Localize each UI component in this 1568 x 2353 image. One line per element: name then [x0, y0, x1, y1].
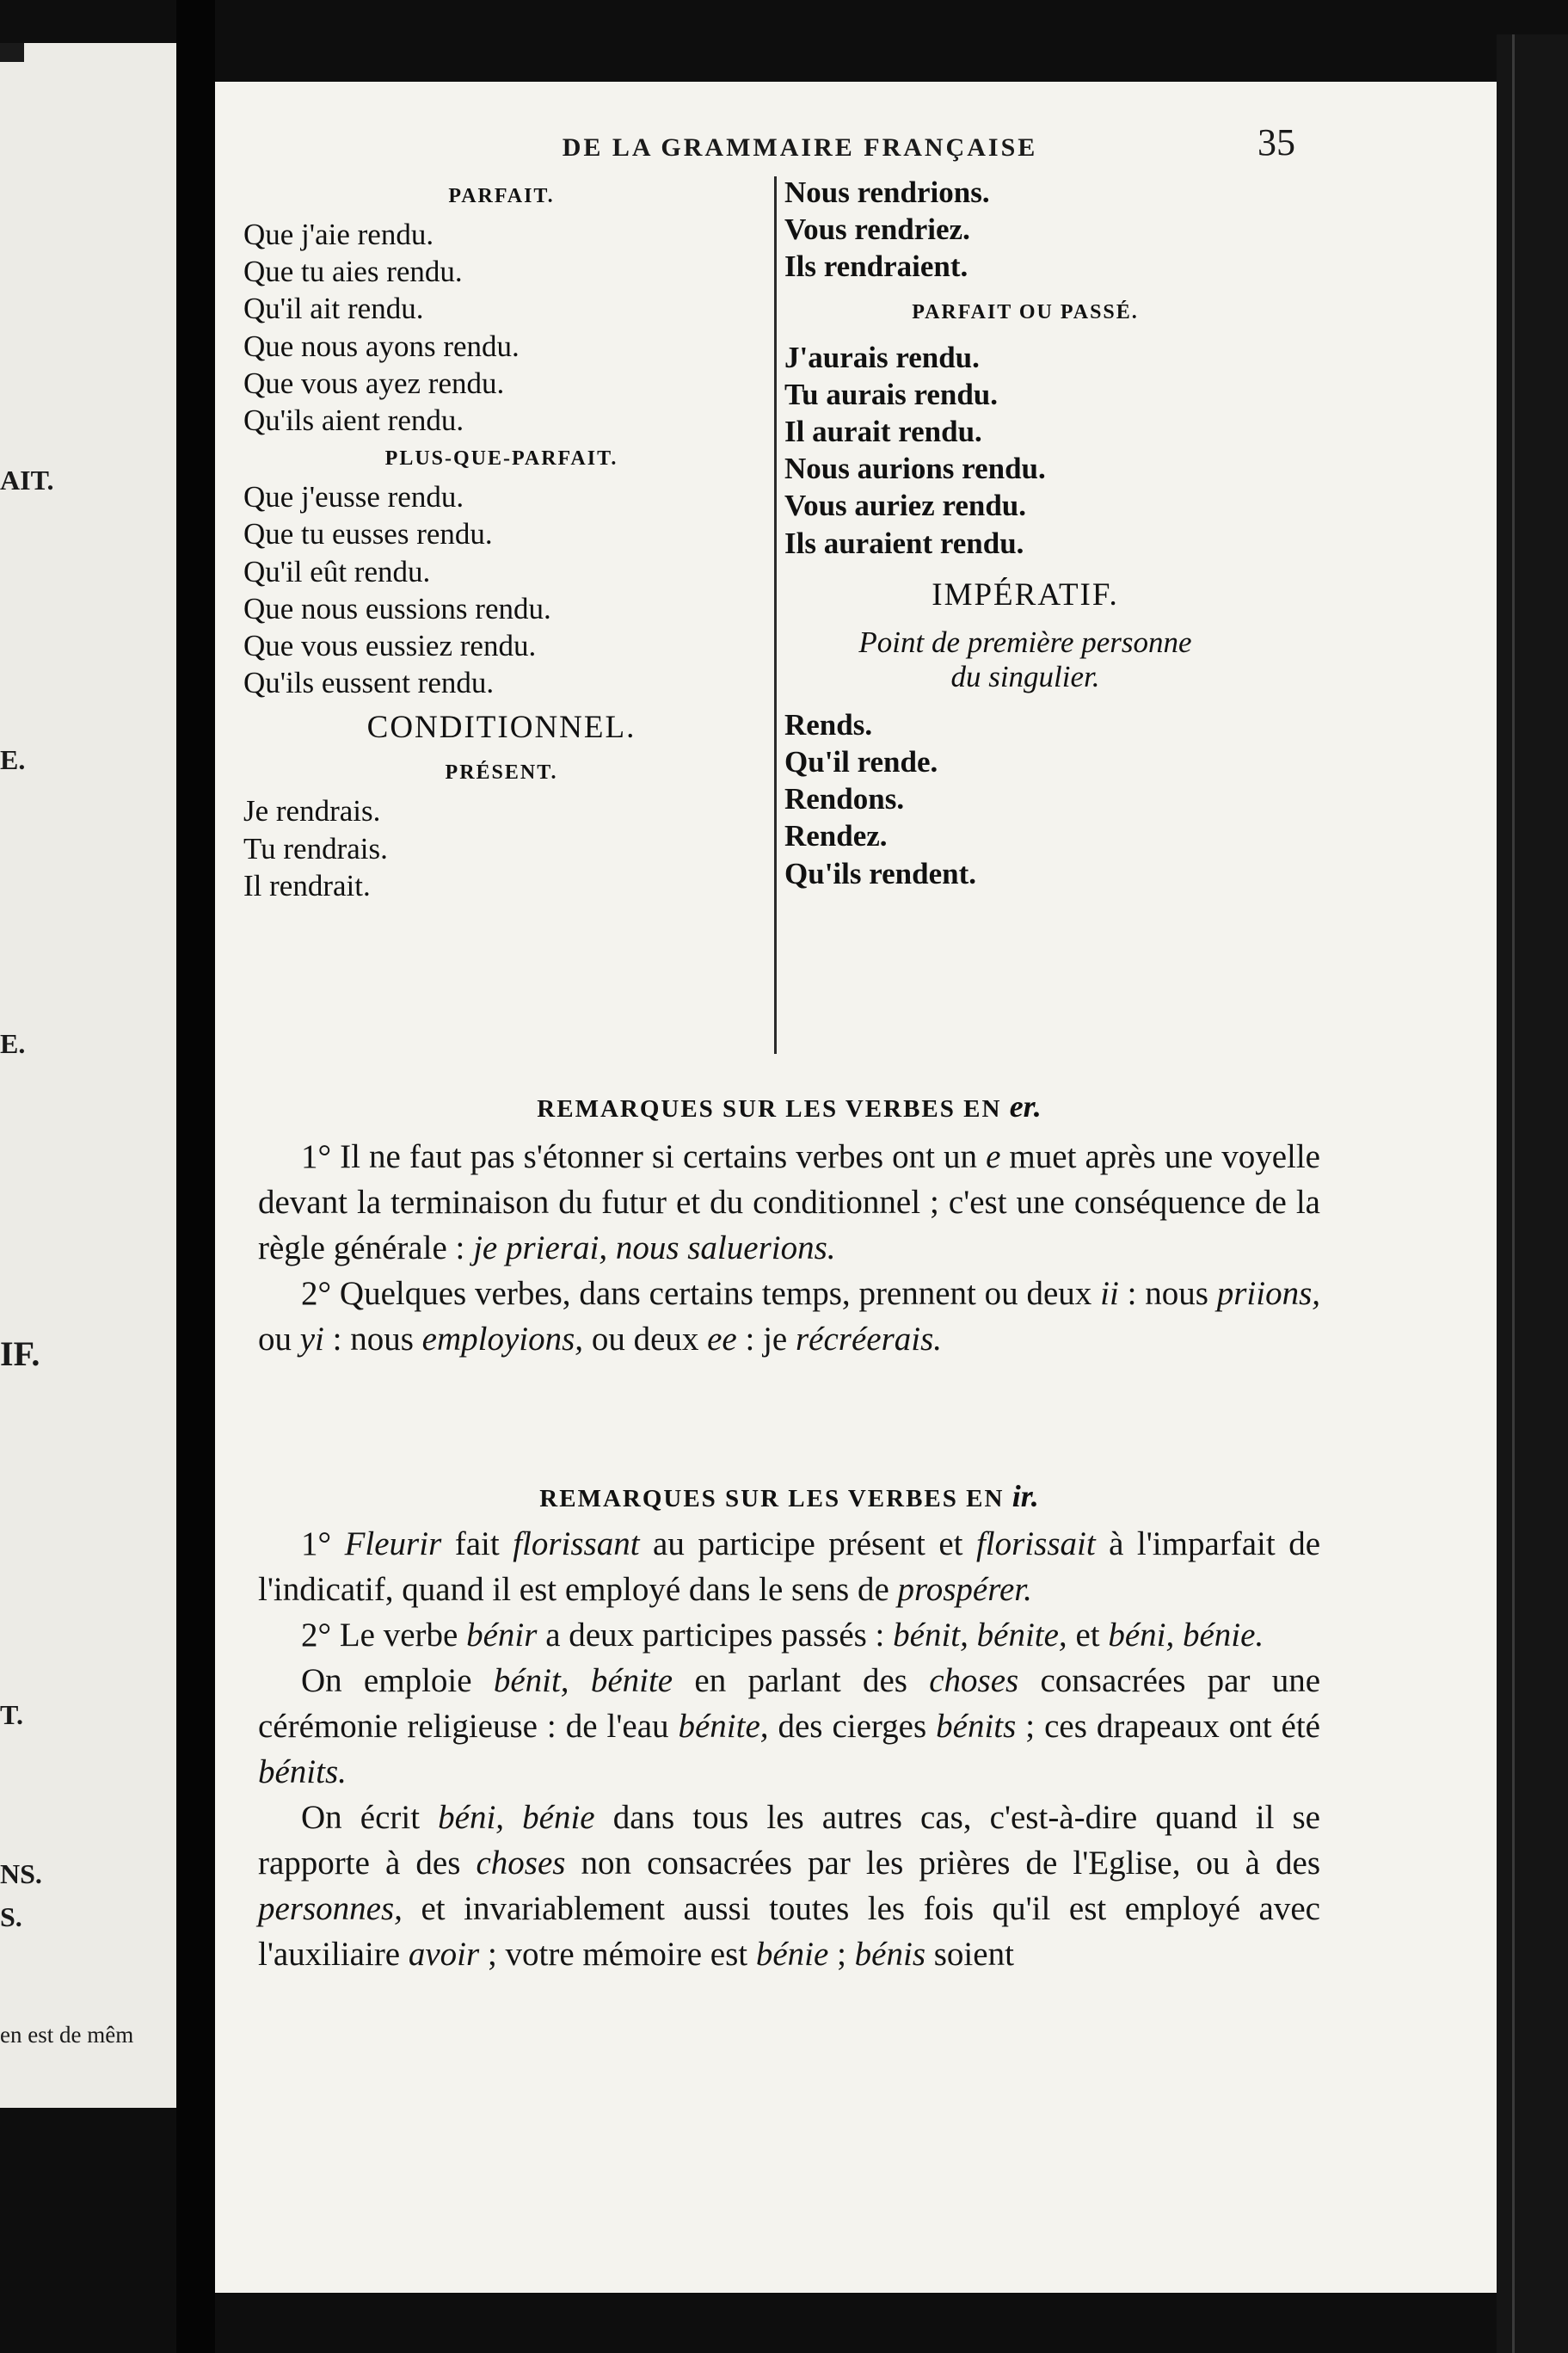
- text-run: Il ne faut pas s'étonner si certains verbes ont un: [331, 1138, 987, 1175]
- conjugation-line: Je rendrais.: [243, 794, 381, 828]
- conjugation-line: Que nous eussions rendu.: [243, 591, 551, 625]
- text-run: muet après une voyelle devant la terminaison du futur et du conditionnel ; c'est une conséquence de la règle générale :: [258, 1138, 1320, 1266]
- imperatif-note-line: Point de première personne: [858, 625, 1192, 659]
- paragraph: [258, 1521, 1320, 1612]
- italic-run: florissant: [513, 1525, 640, 1562]
- conjugation-line: Rendons.: [784, 782, 905, 816]
- conjugation-line: Tu rendrais.: [243, 831, 388, 865]
- text-run: ; votre mémoire est: [479, 1936, 756, 1973]
- conjugation-line: Tu aurais rendu.: [784, 377, 999, 411]
- text-run: ou: [258, 1321, 300, 1358]
- text-run: Quelques verbes, dans certains temps, prennent ou deux: [331, 1275, 1101, 1312]
- text-run: fait: [441, 1525, 513, 1562]
- facing-page-fragment: S.: [0, 1901, 22, 1932]
- conjugation-line: Ils auraient rendu.: [784, 526, 1024, 560]
- conjugation-line: Que j'eusse rendu.: [243, 480, 464, 514]
- conjugation-line: Qu'ils eussent rendu.: [243, 666, 495, 700]
- text-run: ; ces drapeaux ont été: [1016, 1708, 1320, 1745]
- text-run: au participe présent et: [639, 1525, 976, 1562]
- italic-run: bénis: [854, 1936, 925, 1973]
- italic-run: récréerais.: [795, 1321, 943, 1358]
- parfait-heading: PARFAIT.: [448, 185, 555, 207]
- section-heading-text: REMARQUES SUR LES VERBES EN: [537, 1095, 1002, 1123]
- parfait-ou-passe-heading: PARFAIT OU PASSÉ.: [912, 300, 1139, 323]
- text-run: en parlant des: [673, 1662, 930, 1699]
- italic-run: personnes,: [258, 1890, 403, 1927]
- italic-run: priions,: [1216, 1275, 1320, 1312]
- text-run: a deux participes passés :: [537, 1617, 894, 1654]
- conjugation-line: Que tu eusses rendu.: [243, 517, 493, 551]
- conjugation-line: Nous rendrions.: [784, 176, 990, 209]
- conjugation-line: Que tu aies rendu.: [243, 255, 463, 289]
- conjugation-line: Que nous ayons rendu.: [243, 329, 520, 363]
- italic-run: yi: [299, 1321, 324, 1358]
- imperatif-note: [784, 625, 1266, 694]
- column-divider: [774, 176, 777, 1054]
- section-heading-suffix: ir.: [1012, 1479, 1039, 1513]
- text-run: soient: [925, 1936, 1014, 1973]
- italic-run: ii: [1100, 1275, 1119, 1312]
- paragraph-number: 2°: [301, 1617, 332, 1654]
- italic-run: bénie: [755, 1936, 829, 1973]
- italic-run: bénits: [936, 1708, 1017, 1745]
- text-run: et: [1067, 1617, 1109, 1654]
- conjugation-line: Vous auriez rendu.: [784, 489, 1027, 523]
- text-run: à l'imparfait de l'indicatif, quand il est employé dans le sens de: [258, 1525, 1321, 1608]
- text-run: non consacrées par les prières de l'Eglise, ou à des: [565, 1845, 1320, 1882]
- italic-run: bénir: [466, 1617, 538, 1654]
- conjugation-line: J'aurais rendu.: [784, 340, 980, 374]
- italic-run: Fleurir: [344, 1525, 442, 1562]
- facing-page-fragment: T.: [0, 1699, 23, 1730]
- conjugation-line: Que vous ayez rendu.: [243, 366, 505, 400]
- page-right-edge: [1497, 34, 1568, 2353]
- remarques-ir-heading: [258, 1478, 1320, 1514]
- facing-page-fragment: IF.: [0, 1334, 40, 1373]
- paragraph: [258, 1612, 1320, 1658]
- conjugation-line: Qu'il rende.: [784, 745, 938, 779]
- remarques-er-heading: [258, 1088, 1320, 1124]
- conjugation-line: Qu'il eût rendu.: [243, 554, 431, 588]
- conditionnel-heading: CONDITIONNEL.: [366, 710, 636, 746]
- italic-run: bénite,: [678, 1708, 769, 1745]
- italic-run: e: [986, 1138, 1001, 1175]
- plus-que-parfait-heading: PLUS-QUE-PARFAIT.: [384, 447, 618, 471]
- running-title: DE LA GRAMMAIRE FRANÇAISE: [562, 133, 1038, 162]
- paragraph: [258, 1271, 1320, 1362]
- italic-run: choses: [929, 1662, 1019, 1699]
- present-heading: PRÉSENT.: [445, 761, 558, 785]
- conjugation-line: Ils rendraient.: [784, 249, 968, 284]
- italic-run: bénit, bénite,: [893, 1617, 1067, 1654]
- italic-run: ee: [707, 1321, 737, 1358]
- text-run: On emploie: [301, 1662, 494, 1699]
- conjugation-line: Rendez.: [784, 819, 888, 853]
- text-run: consacrées par une cérémonie religieuse : de l'eau: [258, 1662, 1321, 1745]
- remarques-ir-body: [258, 1521, 1320, 1977]
- right-conjugation-column: [784, 174, 1266, 892]
- conjugation-line: Qu'ils rendent.: [784, 856, 977, 890]
- italic-run: choses: [476, 1845, 566, 1882]
- italic-run: florissait: [975, 1525, 1096, 1562]
- italic-run: employions,: [421, 1321, 584, 1358]
- conjugation-line: Il aurait rendu.: [784, 415, 982, 449]
- text-run: dans tous les autres cas, c'est-à-dire quand il se rapporte à des: [258, 1799, 1320, 1882]
- italic-run: avoir: [408, 1936, 480, 1973]
- text-run: : je: [736, 1321, 796, 1358]
- italic-run: béni, bénie.: [1108, 1617, 1264, 1654]
- left-conjugation-column: [243, 176, 759, 904]
- italic-run: prospérer.: [897, 1571, 1032, 1608]
- conjugation-line: Que j'aie rendu.: [243, 218, 434, 251]
- text-run: ;: [828, 1936, 855, 1973]
- conjugation-line: Que vous eussiez rendu.: [243, 629, 537, 663]
- text-run: On écrit: [301, 1799, 439, 1836]
- text-run: : nous: [1118, 1275, 1217, 1312]
- facing-page-edge: [0, 43, 24, 62]
- paragraph: [258, 1658, 1320, 1795]
- text-run: : nous: [323, 1321, 422, 1358]
- facing-page-fragment: AIT.: [0, 465, 54, 496]
- section-heading-text: REMARQUES SUR LES VERBES EN: [539, 1485, 1005, 1512]
- text-run: Le verbe: [331, 1617, 467, 1654]
- imperatif-heading: IMPÉRATIF.: [932, 576, 1119, 613]
- conjugation-line: Qu'ils aient rendu.: [243, 403, 464, 438]
- text-run: des cierges: [768, 1708, 937, 1745]
- conjugation-line: Rends.: [784, 707, 873, 742]
- conjugation-line: Vous rendriez.: [784, 213, 970, 247]
- italic-run: bénit, bénite: [493, 1662, 673, 1699]
- conjugation-line: Qu'il ait rendu.: [243, 292, 424, 326]
- conjugation-line: Nous aurions rendu.: [784, 452, 1046, 486]
- italic-run: je prierai, nous saluerions.: [473, 1229, 836, 1266]
- conjugation-line: Il rendrait.: [243, 868, 371, 902]
- facing-page-fragment: NS.: [0, 1858, 42, 1889]
- facing-page-fragment: E.: [0, 1028, 26, 1059]
- remarques-er-body: [258, 1134, 1320, 1362]
- italic-run: béni, bénie: [438, 1799, 595, 1836]
- book-spine-shadow: [176, 0, 215, 2353]
- paragraph: [258, 1795, 1320, 1977]
- paragraph-number: 1°: [301, 1138, 332, 1175]
- imperatif-note-line: du singulier.: [950, 659, 1100, 693]
- facing-page-strip: [0, 43, 176, 2108]
- paragraph-number: 1°: [301, 1525, 332, 1562]
- facing-page-fragment: E.: [0, 744, 26, 775]
- paragraph-number: 2°: [301, 1275, 332, 1312]
- page-number: 35: [1257, 121, 1295, 163]
- section-heading-suffix: er.: [1009, 1089, 1042, 1124]
- italic-run: bénits.: [258, 1753, 347, 1790]
- text-run: et invariablement aussi toutes les fois qu'il est employé avec l'auxiliaire: [258, 1890, 1320, 1973]
- facing-page-footnote: en est de mêm: [0, 2022, 134, 2048]
- paragraph: [258, 1134, 1320, 1271]
- text-run: ou deux: [583, 1321, 708, 1358]
